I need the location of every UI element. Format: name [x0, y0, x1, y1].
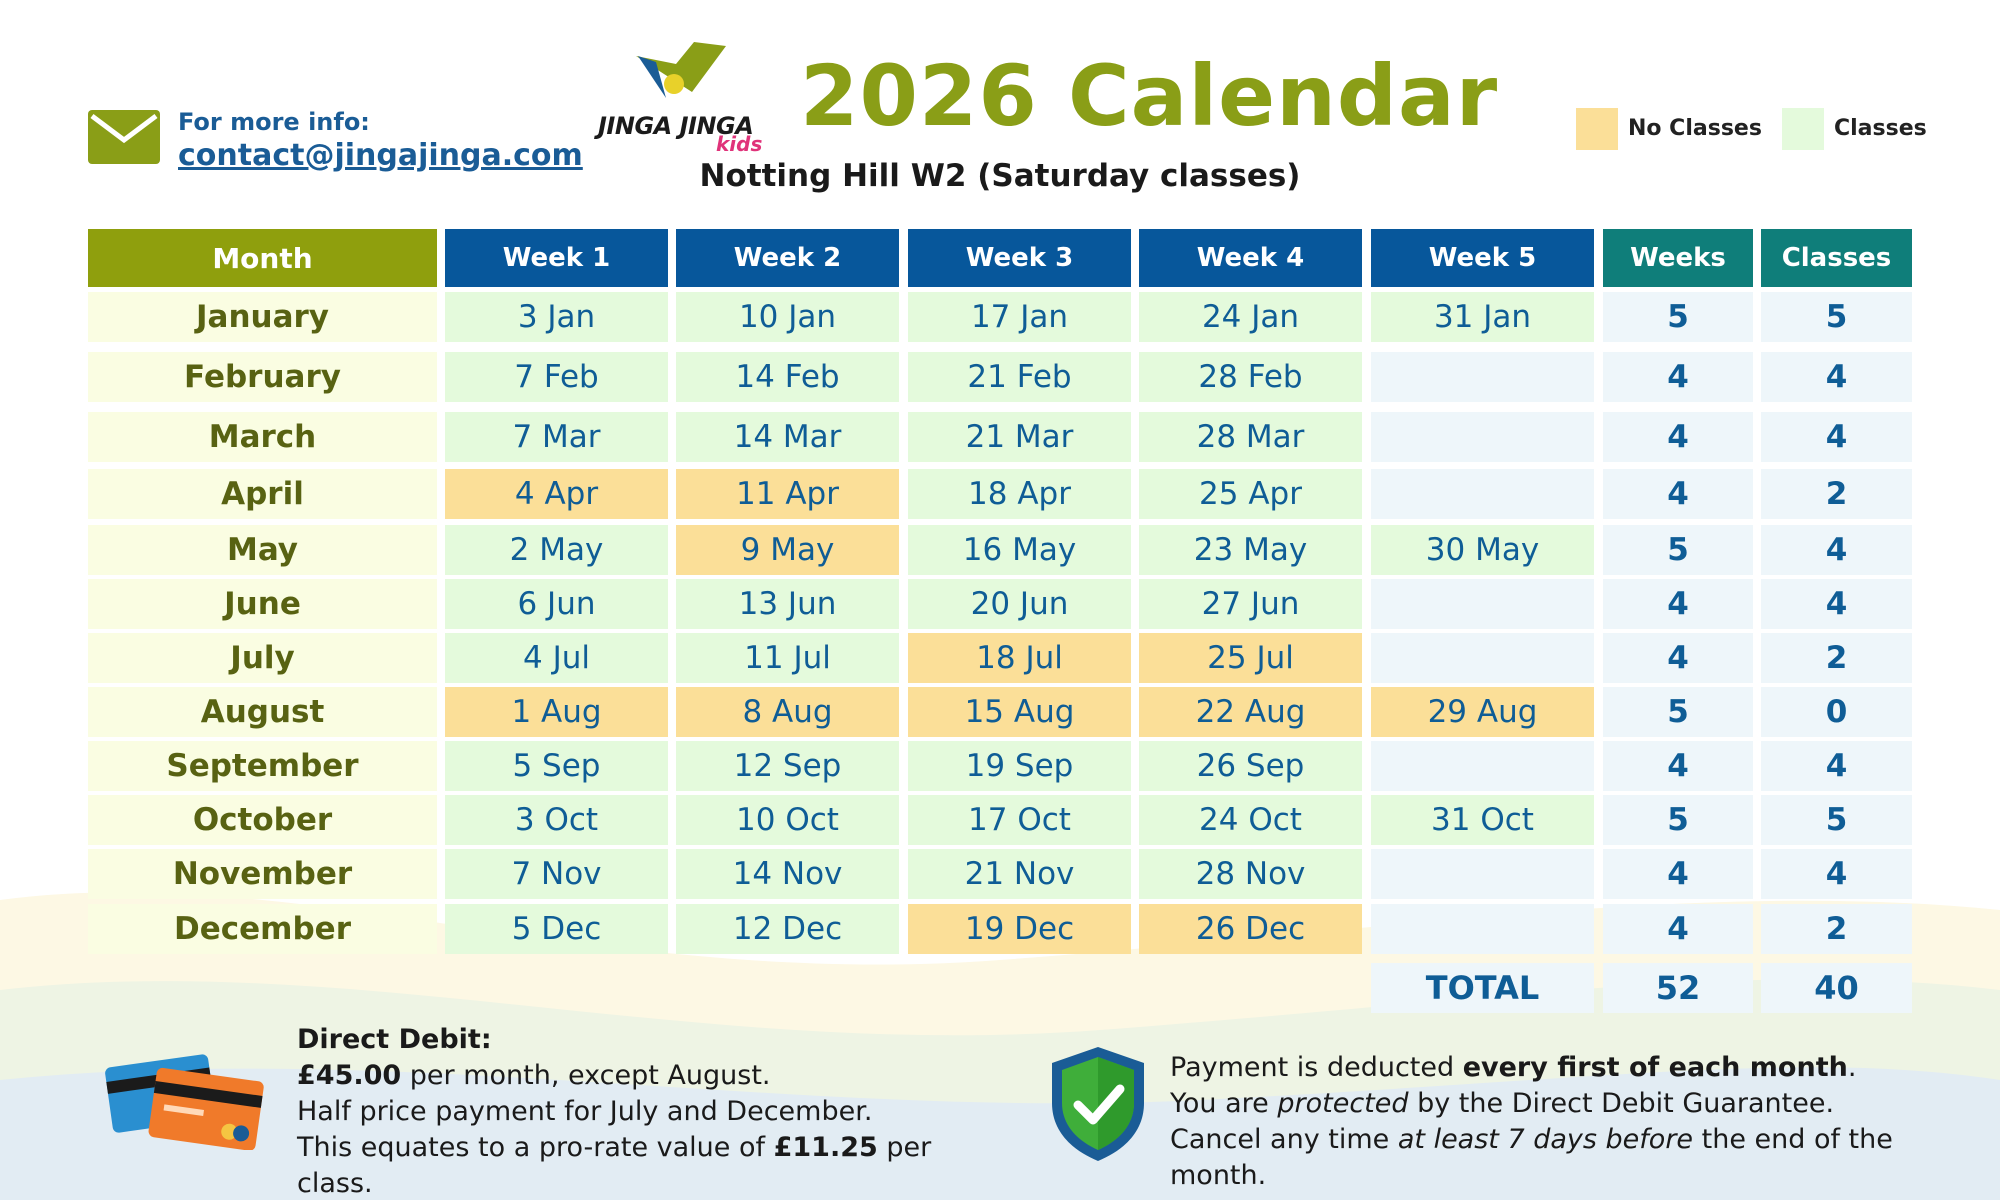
no-class-date-cell: 25 Jul	[1139, 633, 1362, 683]
monthly-price: £45.00	[297, 1060, 402, 1091]
weeks-count-cell: 5	[1603, 292, 1753, 342]
class-date-cell: 14 Nov	[676, 849, 899, 899]
classes-count-cell: 2	[1761, 904, 1912, 954]
payment-line-1-bold: every first of each month	[1462, 1052, 1848, 1083]
month-cell: June	[88, 579, 437, 629]
payment-line-2-italic: protected	[1277, 1088, 1409, 1119]
total-classes: 40	[1761, 963, 1912, 1013]
direct-debit-info	[297, 1022, 997, 1202]
calendar-table	[88, 229, 1912, 1009]
no-class-date-cell: 19 Dec	[908, 904, 1131, 954]
classes-count-cell: 5	[1761, 292, 1912, 342]
no-class-date-cell: 8 Aug	[676, 687, 899, 737]
class-date-cell: 30 May	[1371, 525, 1594, 575]
classes-count-cell: 5	[1761, 795, 1912, 845]
weeks-count-cell: 4	[1603, 633, 1753, 683]
empty-date-cell	[1371, 633, 1594, 683]
class-date-cell: 20 Jun	[908, 579, 1131, 629]
no-class-date-cell: 1 Aug	[445, 687, 668, 737]
class-date-cell: 5 Sep	[445, 741, 668, 791]
class-date-cell: 16 May	[908, 525, 1131, 575]
payment-info	[1170, 1050, 1970, 1194]
class-date-cell: 10 Jan	[676, 292, 899, 342]
credit-cards-icon	[104, 1040, 264, 1150]
weeks-count-cell: 4	[1603, 352, 1753, 402]
no-class-date-cell: 9 May	[676, 525, 899, 575]
class-date-cell: 28 Feb	[1139, 352, 1362, 402]
classes-count-cell: 4	[1761, 579, 1912, 629]
payment-line-1-post: .	[1847, 1052, 1857, 1083]
weeks-count-cell: 4	[1603, 412, 1753, 462]
envelope-icon	[88, 110, 160, 164]
class-date-cell: 4 Jul	[445, 633, 668, 683]
legend-classes-swatch	[1782, 108, 1824, 150]
direct-debit-line-1	[297, 1058, 997, 1094]
class-date-cell: 28 Nov	[1139, 849, 1362, 899]
class-date-cell: 31 Jan	[1371, 292, 1594, 342]
class-date-cell: 14 Mar	[676, 412, 899, 462]
no-class-date-cell: 22 Aug	[1139, 687, 1362, 737]
class-date-cell: 27 Jun	[1139, 579, 1362, 629]
no-class-date-cell: 26 Dec	[1139, 904, 1362, 954]
payment-line-2-pre: You are	[1170, 1088, 1278, 1119]
class-date-cell: 21 Feb	[908, 352, 1131, 402]
payment-line-1-pre: Payment is deducted	[1170, 1052, 1463, 1083]
classes-count-cell: 0	[1761, 687, 1912, 737]
direct-debit-title: Direct Debit:	[297, 1024, 492, 1055]
class-date-cell: 5 Dec	[445, 904, 668, 954]
shield-check-icon	[1048, 1045, 1148, 1163]
direct-debit-line-3-pre: This equates to a pro-rate value of	[297, 1132, 774, 1163]
classes-count-cell: 2	[1761, 469, 1912, 519]
class-date-cell: 12 Dec	[676, 904, 899, 954]
month-cell: December	[88, 904, 437, 954]
legend-classes-label: Classes	[1834, 116, 1927, 141]
logo-kids: kids	[716, 132, 763, 156]
class-date-cell: 7 Mar	[445, 412, 668, 462]
header-week-5: Week 5	[1371, 229, 1594, 287]
payment-line-3	[1170, 1122, 1970, 1194]
class-date-cell: 21 Nov	[908, 849, 1131, 899]
weeks-count-cell: 4	[1603, 469, 1753, 519]
no-class-date-cell: 11 Apr	[676, 469, 899, 519]
class-date-cell: 2 May	[445, 525, 668, 575]
empty-date-cell	[1371, 412, 1594, 462]
header-week-1: Week 1	[445, 229, 668, 287]
empty-date-cell	[1371, 741, 1594, 791]
class-date-cell: 11 Jul	[676, 633, 899, 683]
class-date-cell: 6 Jun	[445, 579, 668, 629]
logo	[598, 42, 778, 158]
month-cell: September	[88, 741, 437, 791]
empty-date-cell	[1371, 579, 1594, 629]
per-class-price: £11.25	[773, 1132, 878, 1163]
class-date-cell: 13 Jun	[676, 579, 899, 629]
header-month: Month	[88, 229, 437, 287]
contact-label: For more info:	[178, 108, 370, 136]
class-date-cell: 23 May	[1139, 525, 1362, 575]
class-date-cell: 7 Feb	[445, 352, 668, 402]
class-date-cell: 10 Oct	[676, 795, 899, 845]
month-cell: October	[88, 795, 437, 845]
payment-line-3-post: the end of the month.	[1170, 1124, 1893, 1191]
class-date-cell: 24 Jan	[1139, 292, 1362, 342]
classes-count-cell: 2	[1761, 633, 1912, 683]
weeks-count-cell: 4	[1603, 849, 1753, 899]
contact-info	[88, 104, 583, 174]
empty-date-cell	[1371, 352, 1594, 402]
logo-text: JINGA JINGA	[598, 112, 754, 140]
weeks-count-cell: 5	[1603, 525, 1753, 575]
empty-date-cell	[1371, 469, 1594, 519]
header-week-3: Week 3	[908, 229, 1131, 287]
header-week-2: Week 2	[676, 229, 899, 287]
direct-debit-line-3-post: per class.	[297, 1132, 932, 1199]
class-date-cell: 7 Nov	[445, 849, 668, 899]
legend	[1576, 108, 1926, 152]
empty-date-cell	[1371, 904, 1594, 954]
weeks-count-cell: 4	[1603, 904, 1753, 954]
direct-debit-line-3	[297, 1130, 997, 1202]
classes-count-cell: 4	[1761, 849, 1912, 899]
class-date-cell: 18 Apr	[908, 469, 1131, 519]
class-date-cell: 12 Sep	[676, 741, 899, 791]
month-cell: May	[88, 525, 437, 575]
classes-count-cell: 4	[1761, 412, 1912, 462]
page-title: 2026 Calendar	[800, 47, 1499, 145]
payment-line-1	[1170, 1050, 1970, 1086]
total-weeks: 52	[1603, 963, 1753, 1013]
month-cell: April	[88, 469, 437, 519]
header-classes: Classes	[1761, 229, 1912, 287]
payment-line-2	[1170, 1086, 1970, 1122]
page-subtitle: Notting Hill W2 (Saturday classes)	[699, 158, 1301, 194]
class-date-cell: 17 Jan	[908, 292, 1131, 342]
header-week-4: Week 4	[1139, 229, 1362, 287]
class-date-cell: 14 Feb	[676, 352, 899, 402]
class-date-cell: 21 Mar	[908, 412, 1131, 462]
legend-no-classes-label: No Classes	[1628, 116, 1762, 141]
total-label: TOTAL	[1371, 963, 1594, 1013]
class-date-cell: 25 Apr	[1139, 469, 1362, 519]
empty-date-cell	[1371, 849, 1594, 899]
direct-debit-line-2: Half price payment for July and December.	[297, 1096, 873, 1127]
weeks-count-cell: 4	[1603, 741, 1753, 791]
no-class-date-cell: 4 Apr	[445, 469, 668, 519]
classes-count-cell: 4	[1761, 741, 1912, 791]
payment-line-3-italic: at least 7 days before	[1397, 1124, 1694, 1155]
direct-debit-line-1-text: per month, except August.	[401, 1060, 771, 1091]
contact-email-link[interactable]: contact@jingajinga.com	[178, 138, 583, 173]
weeks-count-cell: 5	[1603, 687, 1753, 737]
month-cell: July	[88, 633, 437, 683]
weeks-count-cell: 5	[1603, 795, 1753, 845]
month-cell: February	[88, 352, 437, 402]
class-date-cell: 31 Oct	[1371, 795, 1594, 845]
header-weeks: Weeks	[1603, 229, 1753, 287]
class-date-cell: 19 Sep	[908, 741, 1131, 791]
month-cell: January	[88, 292, 437, 342]
month-cell: August	[88, 687, 437, 737]
no-class-date-cell: 29 Aug	[1371, 687, 1594, 737]
logo-emblem-icon	[636, 42, 726, 114]
class-date-cell: 28 Mar	[1139, 412, 1362, 462]
weeks-count-cell: 4	[1603, 579, 1753, 629]
no-class-date-cell: 18 Jul	[908, 633, 1131, 683]
month-cell: November	[88, 849, 437, 899]
classes-count-cell: 4	[1761, 525, 1912, 575]
payment-line-3-pre: Cancel any time	[1170, 1124, 1398, 1155]
class-date-cell: 3 Oct	[445, 795, 668, 845]
classes-count-cell: 4	[1761, 352, 1912, 402]
legend-no-classes-swatch	[1576, 108, 1618, 150]
no-class-date-cell: 15 Aug	[908, 687, 1131, 737]
class-date-cell: 3 Jan	[445, 292, 668, 342]
class-date-cell: 17 Oct	[908, 795, 1131, 845]
class-date-cell: 24 Oct	[1139, 795, 1362, 845]
class-date-cell: 26 Sep	[1139, 741, 1362, 791]
month-cell: March	[88, 412, 437, 462]
payment-line-2-post: by the Direct Debit Guarantee.	[1408, 1088, 1835, 1119]
